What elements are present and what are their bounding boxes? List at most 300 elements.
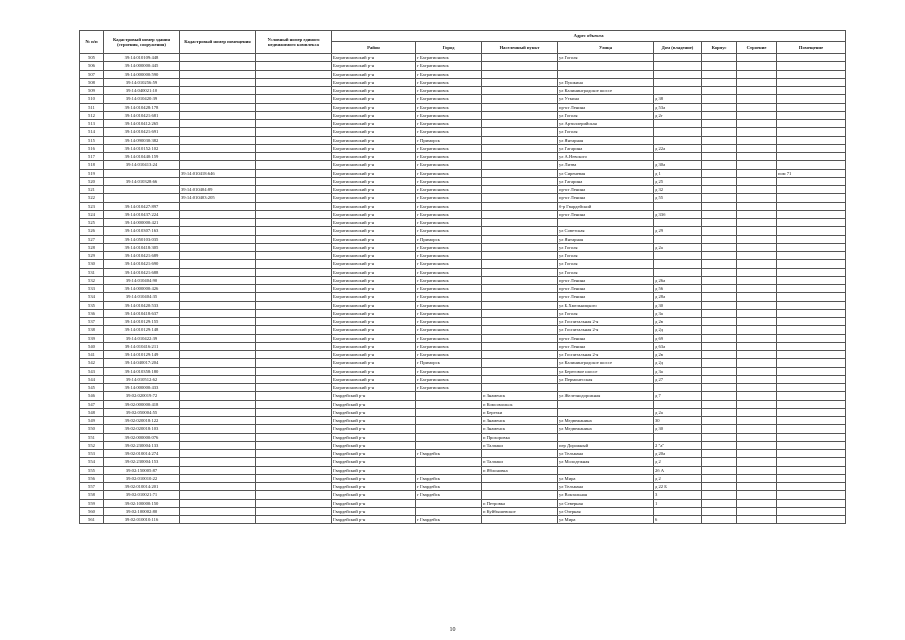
cell-building [737, 507, 777, 515]
cell-house [654, 70, 702, 78]
cell-room [777, 70, 846, 78]
cell-street: ул Железнодорожная [558, 392, 654, 400]
cell-korpus [702, 252, 737, 260]
cell-district: Багратионовский р-н [332, 62, 416, 70]
cell-city: г Багратионовск [416, 153, 482, 161]
cell-city [416, 499, 482, 507]
cell-korpus [702, 120, 737, 128]
cell-num: 534 [80, 293, 104, 301]
cell-cad-building: 39:02:000000:076 [104, 433, 180, 441]
cell-house: д 32 [654, 186, 702, 194]
cell-cad-room [180, 243, 256, 251]
cell-korpus [702, 433, 737, 441]
cell-cad-room [180, 268, 256, 276]
cell-street: пр-кт Ленина [558, 194, 654, 202]
cell-city: г Багратионовск [416, 260, 482, 268]
cell-building [737, 268, 777, 276]
cell-cad-building: 39:14:010420:39 [104, 95, 180, 103]
table-row [80, 243, 846, 251]
cell-cad-room [180, 293, 256, 301]
cell-room [777, 62, 846, 70]
cell-korpus [702, 384, 737, 392]
cell-district: Багратионовский р-н [332, 301, 416, 309]
cell-cad-building: 39:14:010421:691 [104, 128, 180, 136]
cell-district: Гвардейский р-н [332, 499, 416, 507]
cell-city: г Багратионовск [416, 334, 482, 342]
cell-street: ул Вокзальная [558, 491, 654, 499]
cell-building [737, 235, 777, 243]
cell-room [777, 260, 846, 268]
cell-building [737, 144, 777, 152]
cell-cond-num [256, 433, 332, 441]
cell-room [777, 516, 846, 524]
table-row [80, 392, 846, 400]
cell-house [654, 78, 702, 86]
cell-cad-building: 39:02:020018:103 [104, 425, 180, 433]
cell-street: ул Тельмана [558, 450, 654, 458]
cell-num: 518 [80, 161, 104, 169]
cell-room [777, 235, 846, 243]
cell-district: Гвардейский р-н [332, 441, 416, 449]
cell-cond-num [256, 375, 332, 383]
cell-district: Багратионовский р-н [332, 144, 416, 152]
cell-num: 542 [80, 359, 104, 367]
cell-house [654, 252, 702, 260]
cell-cad-room [180, 367, 256, 375]
cell-street: ул Советская [558, 227, 654, 235]
table-row [80, 161, 846, 169]
cell-district: Багратионовский р-н [332, 120, 416, 128]
cell-cond-num [256, 70, 332, 78]
cell-street: ул Госпитальная 2-я [558, 326, 654, 334]
cell-street: пр-кт Ленина [558, 186, 654, 194]
page-number: 10 [449, 627, 456, 633]
cell-cad-room [180, 202, 256, 210]
cell-cond-num [256, 293, 332, 301]
cell-cad-building: 39:02:010014:201 [104, 483, 180, 491]
cell-district: Багратионовский р-н [332, 95, 416, 103]
cell-district: Гвардейский р-н [332, 491, 416, 499]
cell-cad-room [180, 516, 256, 524]
cell-num: 558 [80, 491, 104, 499]
cell-building [737, 87, 777, 95]
cell-city: г Гвардейск [416, 474, 482, 482]
cell-locality [482, 293, 558, 301]
cell-street [558, 400, 654, 408]
cell-korpus [702, 161, 737, 169]
cell-street: ул Б.Хмельницкого [558, 301, 654, 309]
cell-city: г Багратионовск [416, 54, 482, 62]
cell-cond-num [256, 318, 332, 326]
cell-cad-building: 39:14:000000:421 [104, 219, 180, 227]
cell-house: д 33б [654, 210, 702, 218]
cell-locality [482, 516, 558, 524]
cell-city: г Багратионовск [416, 95, 482, 103]
cell-locality: п Знаменск [482, 392, 558, 400]
cell-cond-num [256, 425, 332, 433]
cell-house [654, 62, 702, 70]
table-row [80, 507, 846, 515]
cell-cond-num [256, 285, 332, 293]
cell-room [777, 210, 846, 218]
cell-num: 509 [80, 87, 104, 95]
cell-building [737, 309, 777, 317]
cell-locality [482, 210, 558, 218]
table-row [80, 202, 846, 210]
table-row [80, 219, 846, 227]
cell-locality: п Талпаки [482, 458, 558, 466]
cell-city: г Багратионовск [416, 161, 482, 169]
cell-cad-room [180, 111, 256, 119]
cell-street: ул Гоголя [558, 111, 654, 119]
cell-district: Багратионовский р-н [332, 177, 416, 185]
cell-building [737, 293, 777, 301]
cell-korpus [702, 351, 737, 359]
cell-district: Багратионовский р-н [332, 202, 416, 210]
cell-district: Багратионовский р-н [332, 161, 416, 169]
cell-street: ул Мира [558, 474, 654, 482]
cell-street: пр-кт Ленина [558, 210, 654, 218]
cell-building [737, 128, 777, 136]
cell-street: пр-кт Ленина [558, 334, 654, 342]
cell-locality [482, 318, 558, 326]
cell-building [737, 367, 777, 375]
cell-cond-num [256, 62, 332, 70]
cell-building [737, 177, 777, 185]
cell-locality [482, 128, 558, 136]
cell-cad-building: 39:14:010422:39 [104, 334, 180, 342]
cell-num: 510 [80, 95, 104, 103]
table-row [80, 252, 846, 260]
cell-street [558, 384, 654, 392]
cell-cad-building: 39:02:010010:116 [104, 516, 180, 524]
cell-cad-building: 39:02:230004:133 [104, 441, 180, 449]
cell-cad-building: 39:14:010421:681 [104, 111, 180, 119]
cell-street: ул Артиллерийская [558, 120, 654, 128]
cell-korpus [702, 309, 737, 317]
cell-city: г Багратионовск [416, 202, 482, 210]
table-row [80, 516, 846, 524]
cell-cond-num [256, 202, 332, 210]
cell-locality [482, 103, 558, 111]
cell-building [737, 318, 777, 326]
cell-building [737, 243, 777, 251]
cell-korpus [702, 301, 737, 309]
cell-room [777, 326, 846, 334]
cell-house: д 20а [654, 450, 702, 458]
cell-cad-room [180, 136, 256, 144]
cell-locality [482, 186, 558, 194]
cell-cad-room [180, 318, 256, 326]
cell-city: г Багратионовск [416, 210, 482, 218]
cell-building [737, 351, 777, 359]
cell-street: ул Литва [558, 161, 654, 169]
cell-house: д 63а [654, 342, 702, 350]
cell-district: Багратионовский р-н [332, 367, 416, 375]
cell-street: ул Янтарная [558, 136, 654, 144]
cell-house: д 2а [654, 243, 702, 251]
cell-house: 2б А [654, 466, 702, 474]
cell-num: 537 [80, 318, 104, 326]
cell-building [737, 458, 777, 466]
cell-cad-room [180, 441, 256, 449]
cell-korpus [702, 268, 737, 276]
cell-locality: п Знаменск [482, 417, 558, 425]
cell-num: 550 [80, 425, 104, 433]
cell-room [777, 293, 846, 301]
cell-house [654, 384, 702, 392]
cell-room [777, 309, 846, 317]
cell-korpus [702, 153, 737, 161]
cell-cad-room: 39:14:010403:205 [180, 194, 256, 202]
cell-room [777, 136, 846, 144]
cell-korpus [702, 474, 737, 482]
table-row [80, 491, 846, 499]
cell-locality [482, 474, 558, 482]
cell-korpus [702, 276, 737, 284]
cell-cond-num [256, 153, 332, 161]
cell-cond-num [256, 136, 332, 144]
cell-room [777, 433, 846, 441]
cell-cad-room [180, 474, 256, 482]
cell-korpus [702, 202, 737, 210]
cell-korpus [702, 235, 737, 243]
cell-korpus [702, 62, 737, 70]
cell-locality [482, 87, 558, 95]
cell-room [777, 342, 846, 350]
table-row [80, 276, 846, 284]
table-row [80, 260, 846, 268]
cell-district: Багратионовский р-н [332, 252, 416, 260]
cell-cad-building: 39:02:100000:150 [104, 499, 180, 507]
cell-building [737, 450, 777, 458]
cell-locality [482, 375, 558, 383]
cell-building [737, 474, 777, 482]
cell-num: 531 [80, 268, 104, 276]
cell-cond-num [256, 54, 332, 62]
cell-street: ул Калининградское шоссе [558, 87, 654, 95]
cell-cad-room [180, 103, 256, 111]
cell-cad-building: 39:14:010421:689 [104, 252, 180, 260]
cell-cond-num [256, 169, 332, 177]
cell-cad-building: 39:14:010109:448 [104, 54, 180, 62]
cell-house: д 56 [654, 285, 702, 293]
cell-cad-building: 39:14:010421:690 [104, 260, 180, 268]
cell-city: г Багратионовск [416, 103, 482, 111]
cell-building [737, 161, 777, 169]
cell-district: Гвардейский р-н [332, 466, 416, 474]
cell-locality [482, 252, 558, 260]
cell-room [777, 177, 846, 185]
cell-district: Багратионовский р-н [332, 70, 416, 78]
cell-cond-num [256, 260, 332, 268]
cell-building [737, 417, 777, 425]
cell-house: д 30 [654, 425, 702, 433]
cell-num: 530 [80, 260, 104, 268]
cell-building [737, 466, 777, 474]
cell-cond-num [256, 326, 332, 334]
cell-cad-building: 39:02:010010:22 [104, 474, 180, 482]
cell-cad-building: 39:02:050004:55 [104, 408, 180, 416]
cell-num: 536 [80, 309, 104, 317]
cell-district: Багратионовский р-н [332, 334, 416, 342]
cell-house: д 29 [654, 227, 702, 235]
cell-building [737, 95, 777, 103]
cell-cad-building: 39:14:050103:035 [104, 235, 180, 243]
cell-cad-room [180, 433, 256, 441]
cell-num: 546 [80, 392, 104, 400]
cell-num: 540 [80, 342, 104, 350]
cell-district: Багратионовский р-н [332, 384, 416, 392]
cell-city [416, 466, 482, 474]
cell-street: ул Северная [558, 499, 654, 507]
cell-cad-building: 39:14:010418:637 [104, 309, 180, 317]
table-row [80, 144, 846, 152]
cell-cond-num [256, 243, 332, 251]
cell-korpus [702, 293, 737, 301]
cell-cond-num [256, 408, 332, 416]
table-row [80, 103, 846, 111]
cell-city: г Гвардейск [416, 450, 482, 458]
cell-cad-room [180, 161, 256, 169]
cell-cad-building: 39:14:000000:433 [104, 384, 180, 392]
cell-korpus [702, 417, 737, 425]
cell-room [777, 285, 846, 293]
cell-num: 514 [80, 128, 104, 136]
cell-building [737, 491, 777, 499]
cell-house: д 27 [654, 375, 702, 383]
cell-cad-room [180, 400, 256, 408]
cell-cond-num [256, 507, 332, 515]
cell-building [737, 375, 777, 383]
cell-building [737, 342, 777, 350]
cell-city: г Багратионовск [416, 186, 482, 194]
cell-cad-building: 39:14:000000:590 [104, 70, 180, 78]
header-cad-building: Кадастровый номер здания (строения, сооружения) [104, 31, 180, 54]
cell-cond-num [256, 276, 332, 284]
cell-district: Багратионовский р-н [332, 268, 416, 276]
cell-room [777, 202, 846, 210]
cell-num: 511 [80, 103, 104, 111]
cell-city: г Багратионовск [416, 120, 482, 128]
cell-korpus [702, 441, 737, 449]
table-row [80, 87, 846, 95]
cell-num: 548 [80, 408, 104, 416]
cell-district: Багратионовский р-н [332, 326, 416, 334]
cell-cad-building: 39:14:010404:90 [104, 276, 180, 284]
cell-house: д 26а [654, 276, 702, 284]
cell-room [777, 276, 846, 284]
cell-city [416, 392, 482, 400]
table-row [80, 301, 846, 309]
cell-locality [482, 285, 558, 293]
cell-cad-room [180, 417, 256, 425]
cell-district: Багратионовский р-н [332, 169, 416, 177]
cell-locality [482, 243, 558, 251]
cell-street: ул Гагарина [558, 144, 654, 152]
cell-building [737, 202, 777, 210]
cell-cond-num [256, 95, 332, 103]
cell-cad-room [180, 70, 256, 78]
cell-cad-building: 39:02:010014:274 [104, 450, 180, 458]
cell-korpus [702, 425, 737, 433]
cell-cond-num [256, 177, 332, 185]
cell-room [777, 400, 846, 408]
cell-district: Багратионовский р-н [332, 260, 416, 268]
cell-cond-num [256, 334, 332, 342]
cell-city: г Багратионовск [416, 268, 482, 276]
cell-building [737, 62, 777, 70]
cell-cad-building: 39:14:010129:149 [104, 351, 180, 359]
cell-city: г Багратионовск [416, 194, 482, 202]
cell-locality [482, 54, 558, 62]
cell-cad-room [180, 499, 256, 507]
table-row [80, 227, 846, 235]
cell-cad-room [180, 326, 256, 334]
table-row [80, 136, 846, 144]
cell-cad-building: 39:02:010021:71 [104, 491, 180, 499]
cell-korpus [702, 499, 737, 507]
cell-locality [482, 351, 558, 359]
cell-building [737, 186, 777, 194]
cell-house: д 2 [654, 474, 702, 482]
table-row [80, 54, 846, 62]
cell-locality [482, 169, 558, 177]
cell-cad-building: 39:02:100002:80 [104, 507, 180, 515]
cell-korpus [702, 375, 737, 383]
cell-room [777, 359, 846, 367]
cell-street: ул Гагарина [558, 177, 654, 185]
cell-num: 524 [80, 210, 104, 218]
cell-street [558, 466, 654, 474]
cell-city [416, 433, 482, 441]
cell-cad-building: 39:14:010437:224 [104, 210, 180, 218]
cell-room [777, 54, 846, 62]
cell-cond-num [256, 417, 332, 425]
cell-street: ул Госпитальная 2-я [558, 318, 654, 326]
cell-room [777, 483, 846, 491]
cell-building [737, 285, 777, 293]
table-row [80, 194, 846, 202]
cell-cad-room [180, 301, 256, 309]
cell-num: 552 [80, 441, 104, 449]
table-row [80, 186, 846, 194]
cell-cad-room [180, 87, 256, 95]
cell-building [737, 408, 777, 416]
cell-num: 525 [80, 219, 104, 227]
cell-cond-num [256, 103, 332, 111]
cell-house: д 38 [654, 95, 702, 103]
cell-locality [482, 95, 558, 103]
cell-cad-room [180, 252, 256, 260]
cell-cond-num [256, 441, 332, 449]
cell-house: д 7 [654, 392, 702, 400]
cell-cad-building [104, 194, 180, 202]
cell-house: д 2д [654, 359, 702, 367]
cell-cad-room [180, 392, 256, 400]
cell-street: ул Сиреневая [558, 169, 654, 177]
header-cond-num: Условный номер единого недвижимого комплекса [256, 31, 332, 54]
cell-district: Багратионовский р-н [332, 375, 416, 383]
cell-num: 544 [80, 375, 104, 383]
cell-korpus [702, 136, 737, 144]
cell-room [777, 87, 846, 95]
cell-korpus [702, 408, 737, 416]
cell-cad-room [180, 425, 256, 433]
table-row [80, 400, 846, 408]
cell-district: Багратионовский р-н [332, 285, 416, 293]
cell-cad-building: 39:14:010404:35 [104, 293, 180, 301]
